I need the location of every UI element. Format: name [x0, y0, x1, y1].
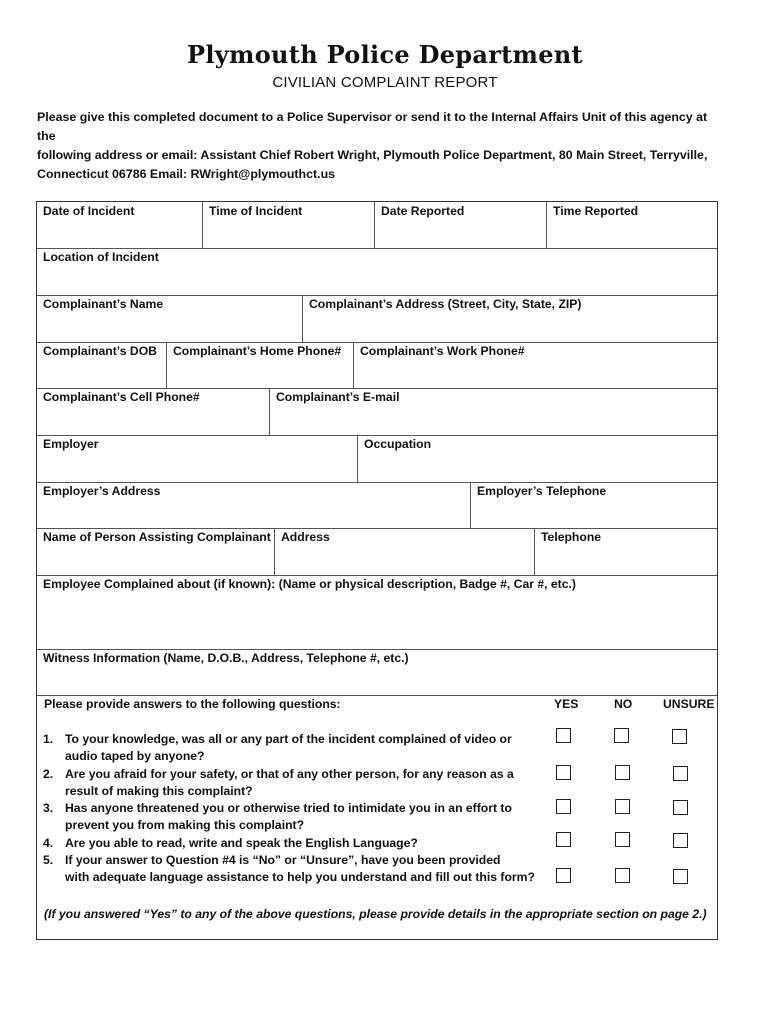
question-2 — [43, 766, 514, 800]
employer-telephone-field[interactable] — [471, 482, 717, 528]
q2-yes-checkbox[interactable] — [556, 765, 571, 780]
question-text-cont: audio taped by anyone? — [65, 749, 205, 763]
intro-paragraph — [37, 108, 727, 184]
q5-unsure-checkbox[interactable] — [673, 869, 688, 884]
assisting-telephone-field[interactable] — [535, 528, 717, 575]
q3-yes-checkbox[interactable] — [556, 799, 571, 814]
q3-no-checkbox[interactable] — [615, 799, 630, 814]
question-number: 1. — [43, 732, 54, 746]
question-text-cont: result of making this complaint? — [65, 784, 253, 798]
question-text: Has anyone threatened you or otherwise tried to intimidate you in an effort to — [65, 801, 512, 815]
q5-yes-checkbox[interactable] — [556, 868, 571, 883]
complaint-form-table — [36, 201, 718, 940]
question-1 — [43, 731, 512, 765]
q5-no-checkbox[interactable] — [615, 868, 630, 883]
field-label: Location of Incident — [43, 250, 159, 264]
time-reported-field[interactable] — [547, 202, 717, 248]
yes-column-header: YES — [554, 697, 579, 711]
witness-row — [37, 649, 717, 696]
unsure-column-header: UNSURE — [663, 697, 715, 711]
complainant-name-row — [37, 295, 717, 343]
report-title: CIVILIAN COMPLAINT REPORT — [272, 74, 498, 91]
employee-complained-row — [37, 575, 717, 650]
employee-complained-about-field[interactable] — [37, 575, 717, 649]
q4-yes-checkbox[interactable] — [556, 832, 571, 847]
intro-line: Connecticut 06786 Email: RWright@plymouthct.us — [37, 167, 336, 181]
question-text: Are you afraid for your safety, or that of any other person, for any reason as a — [65, 767, 514, 781]
employer-contact-row — [37, 482, 717, 529]
question-4 — [43, 835, 418, 852]
question-text-cont: with adequate language assistance to help you understand and fill out this form? — [65, 870, 535, 884]
field-label: Witness Information (Name, D.O.B., Address, Telephone #, etc.) — [43, 651, 409, 665]
field-label: Employer — [43, 437, 99, 451]
field-label: Employer’s Address — [43, 484, 161, 498]
field-label: Employer’s Telephone — [477, 484, 607, 498]
questions-heading: Please provide answers to the following questions: — [44, 697, 341, 711]
question-number: 5. — [43, 853, 54, 867]
q4-no-checkbox[interactable] — [615, 832, 630, 847]
field-label: Complainant’s Work Phone# — [360, 344, 525, 358]
complainant-contact-row — [37, 388, 717, 436]
witness-information-field[interactable] — [37, 649, 717, 695]
assisting-person-name-field[interactable] — [37, 528, 275, 575]
q2-no-checkbox[interactable] — [615, 765, 630, 780]
q3-unsure-checkbox[interactable] — [673, 800, 688, 815]
no-column-header: NO — [614, 697, 633, 711]
employment-row — [37, 435, 717, 483]
field-label: Complainant’s Cell Phone# — [43, 390, 200, 404]
complainant-name-field[interactable] — [37, 295, 303, 342]
occupation-field[interactable] — [358, 435, 717, 482]
employer-field[interactable] — [37, 435, 358, 482]
q1-no-checkbox[interactable] — [614, 728, 629, 743]
field-label: Name of Person Assisting Complainant — [43, 530, 271, 544]
field-label: Complainant’s DOB — [43, 344, 157, 358]
field-label: Address — [281, 530, 330, 544]
incident-datetime-row — [37, 202, 717, 249]
intro-line: Please give this completed document to a Police Supervisor or send it to the Internal Affairs Unit of this agency at the — [37, 110, 708, 143]
time-of-incident-field[interactable] — [203, 202, 375, 248]
question-number: 2. — [43, 767, 54, 781]
location-row — [37, 248, 717, 296]
q4-unsure-checkbox[interactable] — [673, 833, 688, 848]
complainant-work-phone-field[interactable] — [354, 342, 717, 388]
question-text: To your knowledge, was all or any part of the incident complained of video or — [65, 732, 512, 746]
complainant-home-phone-field[interactable] — [167, 342, 354, 388]
date-of-incident-field[interactable] — [37, 202, 203, 248]
question-number: 3. — [43, 801, 54, 815]
employer-address-field[interactable] — [37, 482, 471, 528]
field-label: Date of Incident — [43, 204, 135, 218]
q1-unsure-checkbox[interactable] — [672, 729, 687, 744]
complainant-email-field[interactable] — [270, 388, 717, 435]
question-text: Are you able to read, write and speak the English Language? — [65, 836, 418, 850]
department-title: Plymouth Police Department — [187, 40, 583, 69]
field-label: Complainant’s E-mail — [276, 390, 400, 404]
question-3 — [43, 800, 512, 834]
question-number: 4. — [43, 836, 54, 850]
question-text: If your answer to Question #4 is “No” or “Unsure”, have you been provided — [65, 853, 501, 867]
intro-line: following address or email: Assistant Chief Robert Wright, Plymouth Police Department, 80 Main Street, Terryville, — [37, 148, 708, 162]
field-label: Date Reported — [381, 204, 465, 218]
q2-unsure-checkbox[interactable] — [673, 766, 688, 781]
q1-yes-checkbox[interactable] — [556, 728, 571, 743]
question-5 — [43, 852, 535, 886]
question-text-cont: prevent you from making this complaint? — [65, 818, 305, 832]
questions-footnote: (If you answered “Yes” to any of the above questions, please provide details in the appropriate section on page 2.) — [44, 907, 707, 921]
field-label: Complainant’s Home Phone# — [173, 344, 342, 358]
date-reported-field[interactable] — [375, 202, 547, 248]
complainant-address-field[interactable] — [303, 295, 717, 342]
complainant-phone-row — [37, 342, 717, 389]
assisting-person-row — [37, 528, 717, 576]
field-label: Telephone — [541, 530, 602, 544]
complainant-cell-phone-field[interactable] — [37, 388, 270, 435]
field-label: Complainant’s Address (Street, City, State, ZIP) — [309, 297, 582, 311]
field-label: Complainant’s Name — [43, 297, 164, 311]
assisting-address-field[interactable] — [275, 528, 535, 575]
field-label: Time Reported — [553, 204, 639, 218]
location-of-incident-field[interactable] — [37, 248, 717, 295]
complainant-dob-field[interactable] — [37, 342, 167, 388]
field-label: Employee Complained about (if known): (Name or physical description, Badge #, Car #, etc.) — [43, 577, 576, 591]
field-label: Occupation — [364, 437, 432, 451]
field-label: Time of Incident — [209, 204, 303, 218]
